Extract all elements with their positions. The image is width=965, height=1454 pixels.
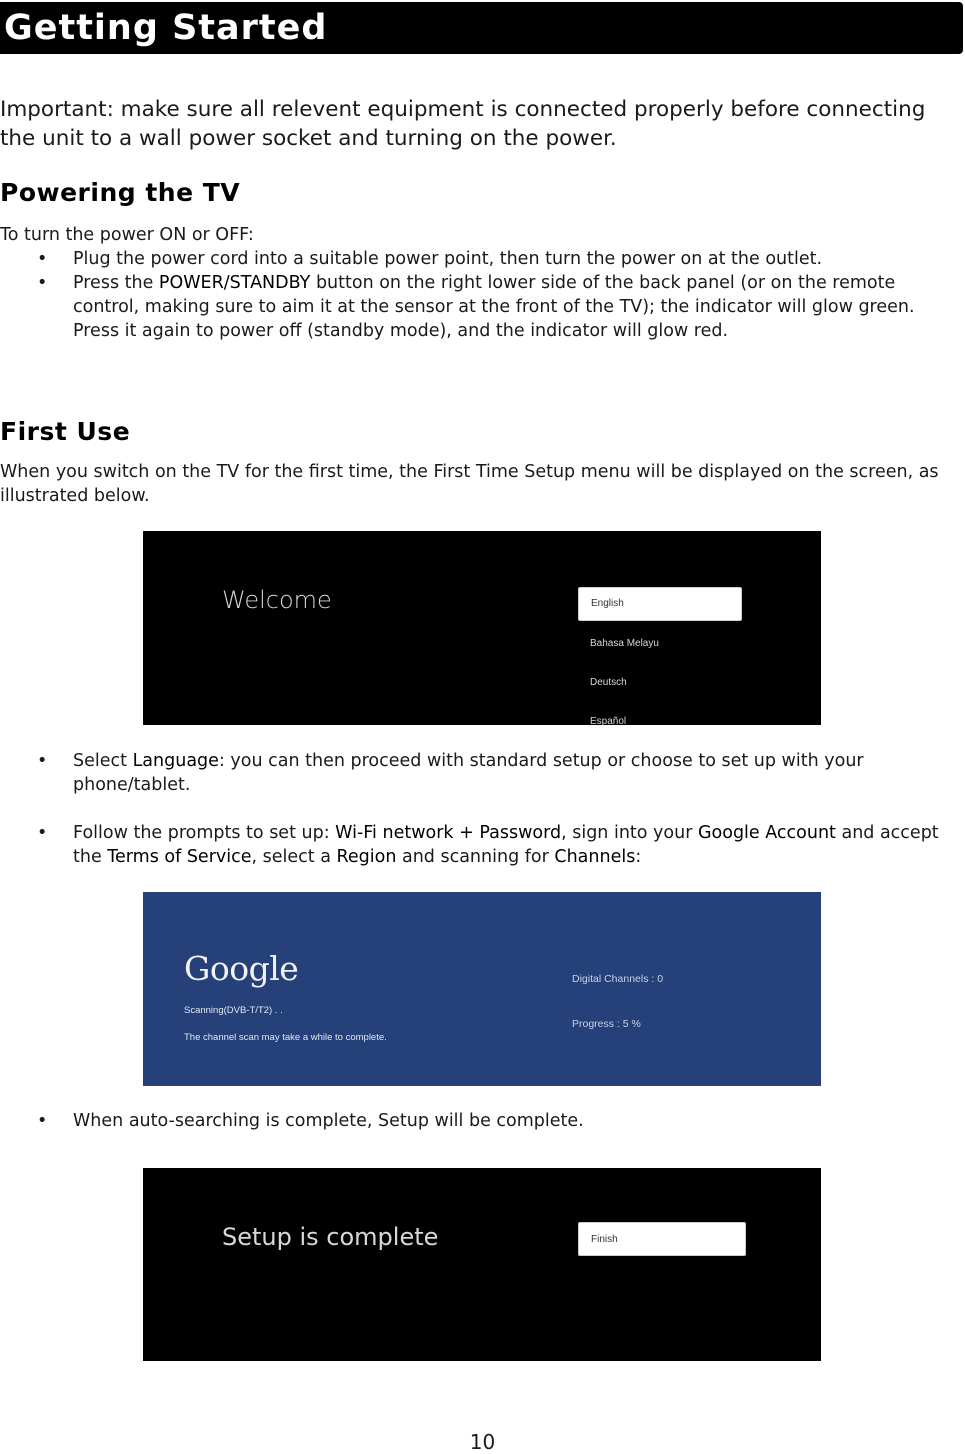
- bullet-text: Follow the prompts to set up:: [73, 823, 336, 843]
- channel-scan-screenshot: [143, 892, 821, 1086]
- list-item: [0, 271, 960, 343]
- google-account-label: Google Account: [697, 823, 836, 843]
- bullet-text: Press the: [73, 273, 159, 293]
- bullet-dot: •: [37, 751, 48, 771]
- bullet-dot: •: [37, 1111, 48, 1131]
- language-option-selected: English: [578, 587, 742, 621]
- google-logo: Google: [184, 949, 299, 988]
- language-bullet-list: [0, 749, 960, 797]
- region-label: Region: [336, 847, 397, 867]
- digital-channels-count: Digital Channels : 0: [572, 973, 664, 985]
- welcome-title: Welcome: [222, 586, 332, 614]
- scanning-status: Scanning(DVB-T/T2) . .: [184, 1005, 283, 1016]
- language-label: Language: [132, 751, 219, 771]
- terms-label: Terms of Service: [107, 847, 252, 867]
- page-title: Getting Started: [4, 8, 328, 48]
- list-item: [0, 247, 960, 271]
- list-item: [0, 1109, 960, 1133]
- powering-lead: To turn the power ON or OFF:: [0, 225, 254, 245]
- list-item: [0, 749, 960, 797]
- language-list: [578, 587, 748, 725]
- power-standby-label: POWER/STANDBY: [158, 273, 311, 293]
- bullet-text: Select: [73, 751, 133, 771]
- bullet-text: When auto-searching is complete, Setup will be complete.: [73, 1111, 584, 1131]
- bullet-text: , sign into your: [561, 823, 698, 843]
- language-option: Deutsch: [590, 677, 627, 688]
- bullet-text: , select a: [251, 847, 337, 867]
- welcome-screenshot: [143, 531, 821, 725]
- scan-note: The channel scan may take a while to complete.: [184, 1032, 387, 1043]
- page-number: 10: [469, 1430, 496, 1454]
- powering-heading: Powering the TV: [0, 178, 241, 207]
- finish-button: Finish: [578, 1222, 746, 1256]
- section-title-bar: [0, 2, 963, 54]
- bullet-text: button on the right lower side of the back panel (or on the remote control, making sure to aim it at the sensor at the front of the TV); the indicator will glow green. Press it again to power off (standby mode), and the indicator will glow red.: [73, 273, 915, 341]
- wifi-label: Wi-Fi network + Password: [335, 823, 562, 843]
- first-use-heading: First Use: [0, 417, 131, 446]
- setup-complete-screenshot: [143, 1168, 821, 1361]
- prompts-bullet-list: [0, 821, 960, 869]
- bullet-dot: •: [37, 273, 48, 293]
- bullet-text: :: [635, 847, 642, 867]
- scan-progress: Progress : 5 %: [572, 1018, 641, 1030]
- setup-complete-title: Setup is complete: [222, 1223, 439, 1251]
- bullet-text: Plug the power cord into a suitable power point, then turn the power on at the outlet.: [73, 249, 823, 269]
- list-item: [0, 821, 960, 869]
- bullet-text: : you can then proceed with standard setup or choose to set up with your phone/tablet.: [73, 751, 864, 795]
- bullet-text: and accept the: [73, 823, 939, 867]
- powering-bullets: [0, 247, 960, 343]
- bullet-text: and scanning for: [396, 847, 555, 867]
- first-use-lead: When you switch on the TV for the first time, the First Time Setup menu will be displayed on the screen, as illustrated below.: [0, 462, 939, 506]
- intro-paragraph: Important: make sure all relevent equipment is connected properly before connecting the unit to a wall power socket and turning on the power.: [0, 97, 926, 151]
- channels-label: Channels: [554, 847, 636, 867]
- complete-bullet-list: [0, 1109, 960, 1133]
- language-option: Bahasa Melayu: [590, 638, 659, 649]
- language-option: Español: [590, 716, 627, 725]
- bullet-dot: •: [37, 823, 48, 843]
- bullet-dot: •: [37, 249, 48, 269]
